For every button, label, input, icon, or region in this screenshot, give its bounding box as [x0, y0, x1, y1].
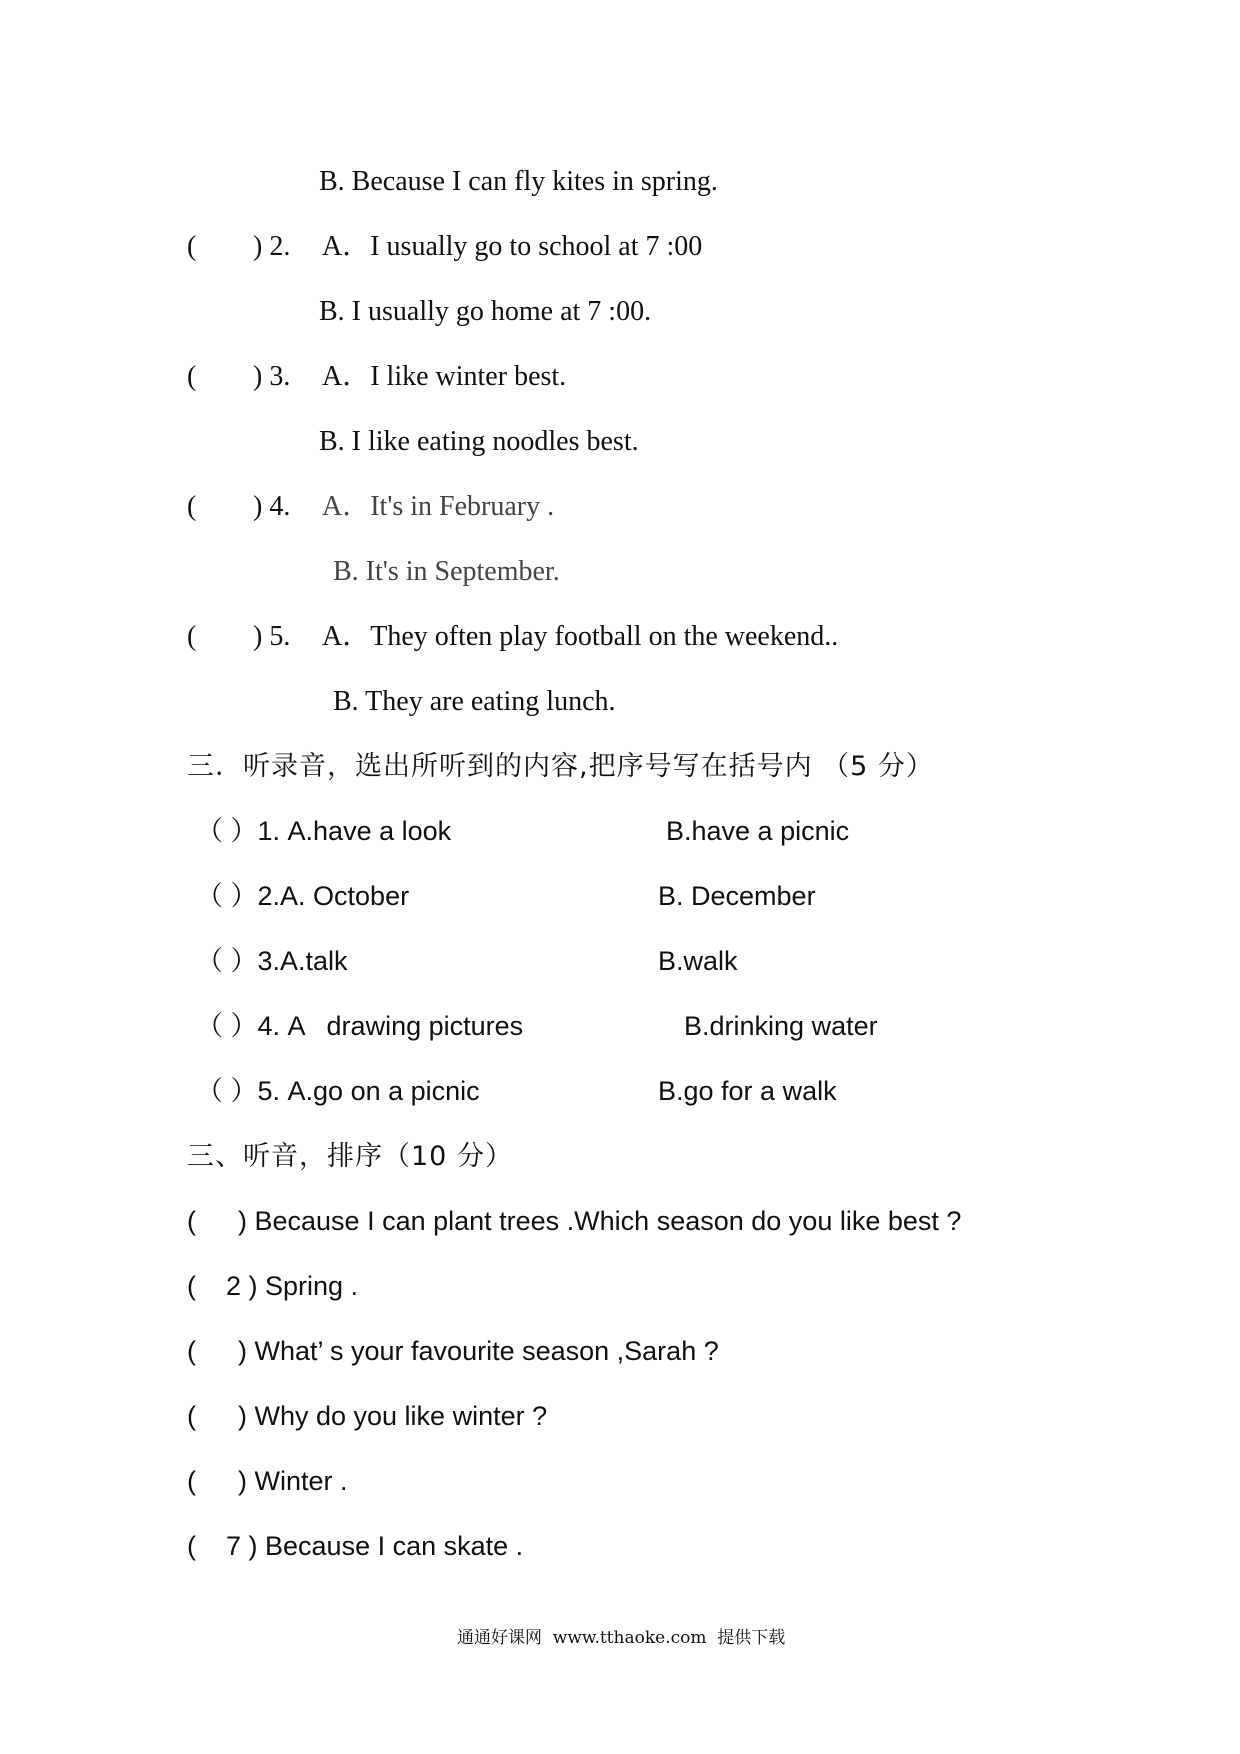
order-item-1-text: ) Because I can plant trees .Which season do you like best ?: [238, 1206, 962, 1236]
listen-item-4-option-b: B.drinking water: [684, 1011, 878, 1041]
q5-option-a: A．They often play football on the weekend..: [322, 621, 839, 652]
q4-option-b: B. It's in September.: [333, 556, 560, 587]
q3-answer-paren: (: [187, 361, 197, 392]
order-item-1-paren: (: [187, 1206, 196, 1236]
listen-item-5-option-a: （ ）5. A.go on a picnic: [196, 1076, 480, 1106]
listen-item-3-option-b: B.walk: [658, 946, 738, 976]
listen-item-5-option-b: B.go for a walk: [658, 1076, 837, 1106]
order-item-5-text: ) Winter .: [238, 1466, 348, 1496]
listen-item-2-option-a: （ ）2.A. October: [196, 881, 410, 911]
q5-answer-paren: (: [187, 621, 197, 652]
q2-number: ) 2.: [253, 231, 291, 262]
listen-item-2-option-b: B. December: [658, 881, 816, 911]
order-item-6-paren: (: [187, 1531, 196, 1561]
q2-answer-paren: (: [187, 231, 197, 262]
q2-option-a: A．I usually go to school at 7 :00: [322, 231, 703, 262]
order-item-4-text: ) Why do you like winter ?: [238, 1401, 548, 1431]
order-item-2-text: 2 ) Spring .: [226, 1271, 359, 1301]
q1-option-b: B. Because I can fly kites in spring.: [319, 166, 718, 197]
order-item-6-text: 7 ) Because I can skate .: [226, 1531, 524, 1561]
q3-number: ) 3.: [253, 361, 291, 392]
order-item-4-paren: (: [187, 1401, 196, 1431]
q2-option-b: B. I usually go home at 7 :00.: [319, 296, 652, 327]
section4-heading: 三、听音，排序（10 分）: [187, 1141, 513, 1172]
q4-number: ) 4.: [253, 491, 291, 522]
listen-item-1-option-a: （ ）1. A.have a look: [196, 816, 452, 846]
q4-answer-paren: (: [187, 491, 197, 522]
listen-item-1-option-b: B.have a picnic: [666, 816, 850, 846]
order-item-2-paren: (: [187, 1271, 196, 1301]
q4-option-a: A．It's in February .: [322, 491, 555, 522]
section3-heading: 三．听录音，选出所听到的内容,把序号写在括号内 （5 分）: [187, 751, 934, 782]
order-item-3-text: ) What’ s your favourite season ,Sarah ?: [238, 1336, 719, 1366]
listen-item-4-option-a: （ ）4. A drawing pictures: [196, 1011, 524, 1041]
q3-option-b: B. I like eating noodles best.: [319, 426, 639, 457]
order-item-5-paren: (: [187, 1466, 196, 1496]
q5-number: ) 5.: [253, 621, 291, 652]
order-item-3-paren: (: [187, 1336, 196, 1366]
q3-option-a: A．I like winter best.: [322, 361, 567, 392]
q5-option-b: B. They are eating lunch.: [333, 686, 616, 717]
page-footer: 通通好课网 www.tthaoke.com 提供下载: [457, 1628, 786, 1648]
listen-item-3-option-a: （ ）3.A.talk: [196, 946, 348, 976]
